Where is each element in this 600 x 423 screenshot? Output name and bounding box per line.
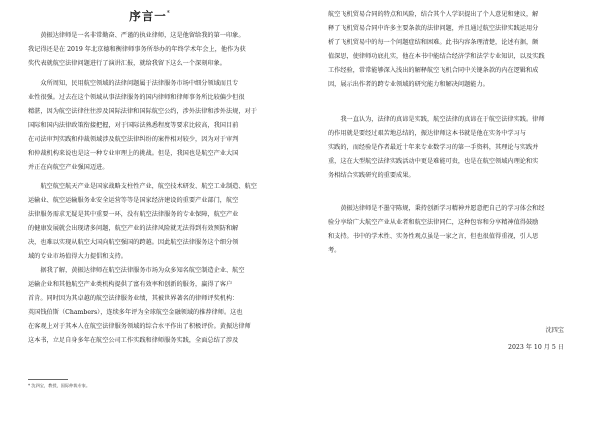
signature-date: 2023 年 10 月 5 日 — [508, 344, 564, 351]
text-line: 航空航空航天产业是国家战略支柱性产业，航空技术研发、航空工业制造、航空 — [28, 183, 257, 190]
text-line: 运输企业和其他航空产业类机构提供了富有效率和创新的服务，赢得了客户 — [28, 281, 233, 288]
text-line: 我一直认为，法律的真谛是实践，航空法律的真谛在于航空法律实践。律师 — [328, 116, 545, 123]
text-line: 众所周知，民用航空领域的法律问题属于法律服务市场中细分领域而且专 — [28, 80, 239, 87]
text-line: 这本书，立足自身多年在航空公司工作实践和律师服务实践，全面总结了涉及 — [28, 337, 239, 344]
paragraph — [28, 29, 246, 71]
footnote: * 沈四宝，教授，国际仲裁专家。 — [28, 383, 91, 388]
text-line: 的作用就是要经过艰苦地总结的，振达律师这本书就是他在实务中学习与 — [328, 130, 526, 137]
text-line: 考。 — [328, 247, 341, 254]
text-line: 和支持。书中的学术性、实务性观点虽是一家之言，但也很值得重视，引人思 — [328, 233, 539, 240]
paragraph — [328, 202, 545, 258]
text-line: 验分享给广大航空产业从业者和航空法律同仁，这种包容和分享精神值得鼓励 — [328, 219, 539, 226]
text-line: 业性很强。过去在这个领域从事法律服务的国内律师和律师事务所比较偏少但很 — [28, 94, 245, 101]
footnote-rule — [28, 379, 68, 380]
text-line: 域的专业市场值得大力提倡和支持。 — [28, 253, 127, 260]
text-line: 并正在向航空产业强国迈进。 — [28, 164, 109, 171]
paragraph — [28, 264, 251, 348]
text-line: 黄振达律师是一名非常勤奋、严谨的执业律师，这是他留给我的第一印象。 — [28, 32, 245, 39]
paragraph — [28, 180, 257, 264]
text-line: 首肯。同时因为其卓越的航空法律服务业绩，其被世界著名的律师评奖机构： — [28, 295, 239, 302]
paragraph — [328, 113, 545, 183]
text-line: 运输业、航空运输服务业安全运营等等是国家经济建设的重要产业部门，航空 — [28, 197, 239, 204]
text-line: 的健康发展就会出现诸多问题，航空产业的法律风险就无法得到有效预防和解 — [28, 225, 239, 232]
text-line: 析了飞机贸易中的每一个问题症结和困难。此书内容条理清楚，论述有据，颇 — [328, 39, 539, 46]
text-line: 值深思，使律师功底扎实，他在本书中能结合经济学和法学专业知识，以及实践 — [328, 53, 545, 60]
right-page — [300, 0, 600, 423]
title-footnote-mark: * — [166, 10, 171, 18]
text-line: 因，展示出作者的跨专业领域的研究能力和解决问题能力。 — [328, 81, 489, 88]
text-line: 释了飞机贸易合同中许多主要条款的法律问题，并且通过航空法律实践运用分 — [328, 25, 539, 32]
paragraph — [28, 77, 257, 175]
text-line: 精湛，因为航空法律往往涉及国际法律和国际航空公约，涉外法律和涉外法规，对于 — [28, 108, 257, 115]
text-line: 黄振达律师是不墨守陈规，秉持创新学习精神并愿意把自己的学习体会和经 — [328, 205, 545, 212]
text-line: 奖代表就航空法律问题进行了演讲汇报，就给我留下这么一个深刻印象。 — [28, 60, 226, 67]
text-line: 国际和国内法律政策衔接把握，对于国际法熟悉程度等要求比较高，我国目前 — [28, 122, 239, 129]
text-line: 重，这在大型航空法律实践活动中更是难能可贵，也是在航空领域内理论和实 — [328, 158, 539, 165]
text-line: 航空飞机贸易合同的特点和风险，结合其个人学识提出了个人意见和建议，解 — [328, 11, 539, 18]
text-line: 在客观上对于其本人在航空法律服务领域的综合水平作出了积极评价。黄振达律师 — [28, 323, 251, 330]
text-line: 据我了解，黄振达律师在航空法律服务市场为众多知名航空制造企业、航空 — [28, 267, 245, 274]
preface-title: 序言一* — [129, 9, 171, 23]
text-line: 英国钱伯斯（Chambers），连续多年评为全球航空金融领域的推荐律师。这也 — [28, 309, 243, 316]
text-line: 我记得还是在 2019 年北京德和衡律师事务所举办的年终学术年会上，他作为获 — [28, 46, 246, 53]
paragraph — [328, 8, 545, 92]
text-line: 决，也难以实现从航空大国向航空强国的跨越。因此航空法律服务这个细分领 — [28, 239, 239, 246]
text-line: 法律服务需求无疑是其中重要一环，没有航空法律服务的专业保障，航空产业 — [28, 211, 239, 218]
text-line: 在司法审判实践和仲裁领域涉及航空法律纠纷的案件相对较少，因为对于审判 — [28, 136, 239, 143]
text-line: 工作经验，常常能够深入浅出的解释航空飞机合同中关键条款的内在逻辑和成 — [328, 67, 539, 74]
text-line: 实践的，而经验是作者最近十年来专业数学习的第一手资料，其理论与实践并 — [328, 144, 539, 151]
text-line: 务相结合实践研究的重要成果。 — [328, 172, 415, 179]
text-line: 和仲裁机构来说也是这一种专业审理上的挑战。但是，我国也是航空产业大国 — [28, 150, 239, 157]
signature-name: 沈四宝 — [545, 327, 564, 334]
